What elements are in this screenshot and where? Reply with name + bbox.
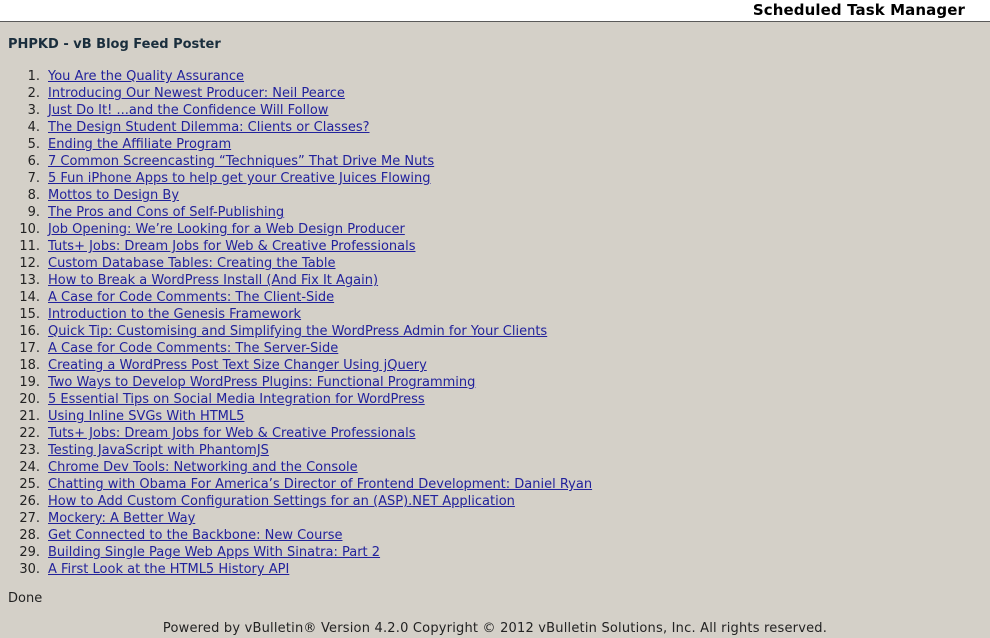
feed-item-link[interactable]: A First Look at the HTML5 History API (48, 562, 290, 577)
list-item (48, 544, 592, 561)
header-bar (0, 0, 990, 22)
list-item (48, 510, 592, 527)
feed-item-link[interactable]: How to Break a WordPress Install (And Fix It Again) (48, 273, 379, 288)
list-item (48, 340, 592, 357)
feed-item-link[interactable]: The Design Student Dilemma: Clients or Classes? (48, 120, 370, 135)
script-title: PHPKD - vB Blog Feed Poster (8, 37, 221, 52)
list-item (48, 391, 592, 408)
feed-item-link[interactable]: Chatting with Obama For America’s Director of Frontend Development: Daniel Ryan (48, 477, 593, 492)
feed-item-link[interactable]: Ending the Affiliate Program (48, 137, 232, 152)
list-item (48, 85, 592, 102)
feed-item-link[interactable]: Building Single Page Web Apps With Sinatra: Part 2 (48, 545, 381, 560)
feed-item-link[interactable]: A Case for Code Comments: The Server-Side (48, 341, 339, 356)
list-item (48, 204, 592, 221)
list-item (48, 102, 592, 119)
feed-item-link[interactable]: 5 Fun iPhone Apps to help get your Creative Juices Flowing (48, 171, 431, 186)
list-item (48, 561, 592, 578)
list-item (48, 323, 592, 340)
list-item (48, 408, 592, 425)
list-item (48, 136, 592, 153)
feed-item-list (0, 68, 592, 578)
feed-item-link[interactable]: Just Do It! ...and the Confidence Will Follow (48, 103, 329, 118)
feed-item-link[interactable]: 7 Common Screencasting “Techniques” That Drive Me Nuts (48, 154, 435, 169)
list-item (48, 306, 592, 323)
list-item (48, 425, 592, 442)
list-item (48, 289, 592, 306)
list-item (48, 272, 592, 289)
list-item (48, 68, 592, 85)
list-item (48, 442, 592, 459)
list-item (48, 187, 592, 204)
page-title: Scheduled Task Manager (752, 1, 965, 19)
feed-item-link[interactable]: Tuts+ Jobs: Dream Jobs for Web & Creative Professionals (48, 239, 416, 254)
list-item (48, 374, 592, 391)
list-item (48, 170, 592, 187)
feed-item-link[interactable]: Mockery: A Better Way (48, 511, 196, 526)
status-text: Done (8, 591, 43, 606)
feed-item-link[interactable]: How to Add Custom Configuration Settings for an (ASP).NET Application (48, 494, 515, 509)
feed-item-link[interactable]: Introduction to the Genesis Framework (48, 307, 302, 322)
feed-item-link[interactable]: The Pros and Cons of Self-Publishing (48, 205, 285, 220)
feed-item-link[interactable]: Quick Tip: Customising and Simplifying the WordPress Admin for Your Clients (48, 324, 548, 339)
feed-item-link[interactable]: Tuts+ Jobs: Dream Jobs for Web & Creative Professionals (48, 426, 416, 441)
feed-item-link[interactable]: 5 Essential Tips on Social Media Integration for WordPress (48, 392, 425, 407)
list-item (48, 221, 592, 238)
footer-copyright: Powered by vBulletin® Version 4.2.0 Copyright © 2012 vBulletin Solutions, Inc. All rights reserved. (162, 621, 828, 636)
feed-item-link[interactable]: Two Ways to Develop WordPress Plugins: Functional Programming (48, 375, 476, 390)
feed-item-link[interactable]: Creating a WordPress Post Text Size Changer Using jQuery (48, 358, 427, 373)
feed-item-link[interactable]: Custom Database Tables: Creating the Table (48, 256, 336, 271)
feed-item-link[interactable]: Chrome Dev Tools: Networking and the Console (48, 460, 358, 475)
feed-item-link[interactable]: Testing JavaScript with PhantomJS (48, 443, 269, 458)
list-item (48, 238, 592, 255)
feed-item-link[interactable]: Introducing Our Newest Producer: Neil Pearce (48, 86, 345, 101)
feed-item-link[interactable]: You Are the Quality Assurance (48, 69, 245, 84)
list-item (48, 119, 592, 136)
feed-item-link[interactable]: Job Opening: We’re Looking for a Web Design Producer (48, 222, 405, 237)
feed-item-link[interactable]: Using Inline SVGs With HTML5 (48, 409, 245, 424)
list-item (48, 357, 592, 374)
feed-item-link[interactable]: Mottos to Design By (48, 188, 180, 203)
list-item (48, 459, 592, 476)
list-item (48, 476, 592, 493)
list-item (48, 527, 592, 544)
list-item (48, 153, 592, 170)
feed-item-link[interactable]: A Case for Code Comments: The Client-Side (48, 290, 335, 305)
list-item (48, 255, 592, 272)
feed-item-link[interactable]: Get Connected to the Backbone: New Course (48, 528, 343, 543)
list-item (48, 493, 592, 510)
